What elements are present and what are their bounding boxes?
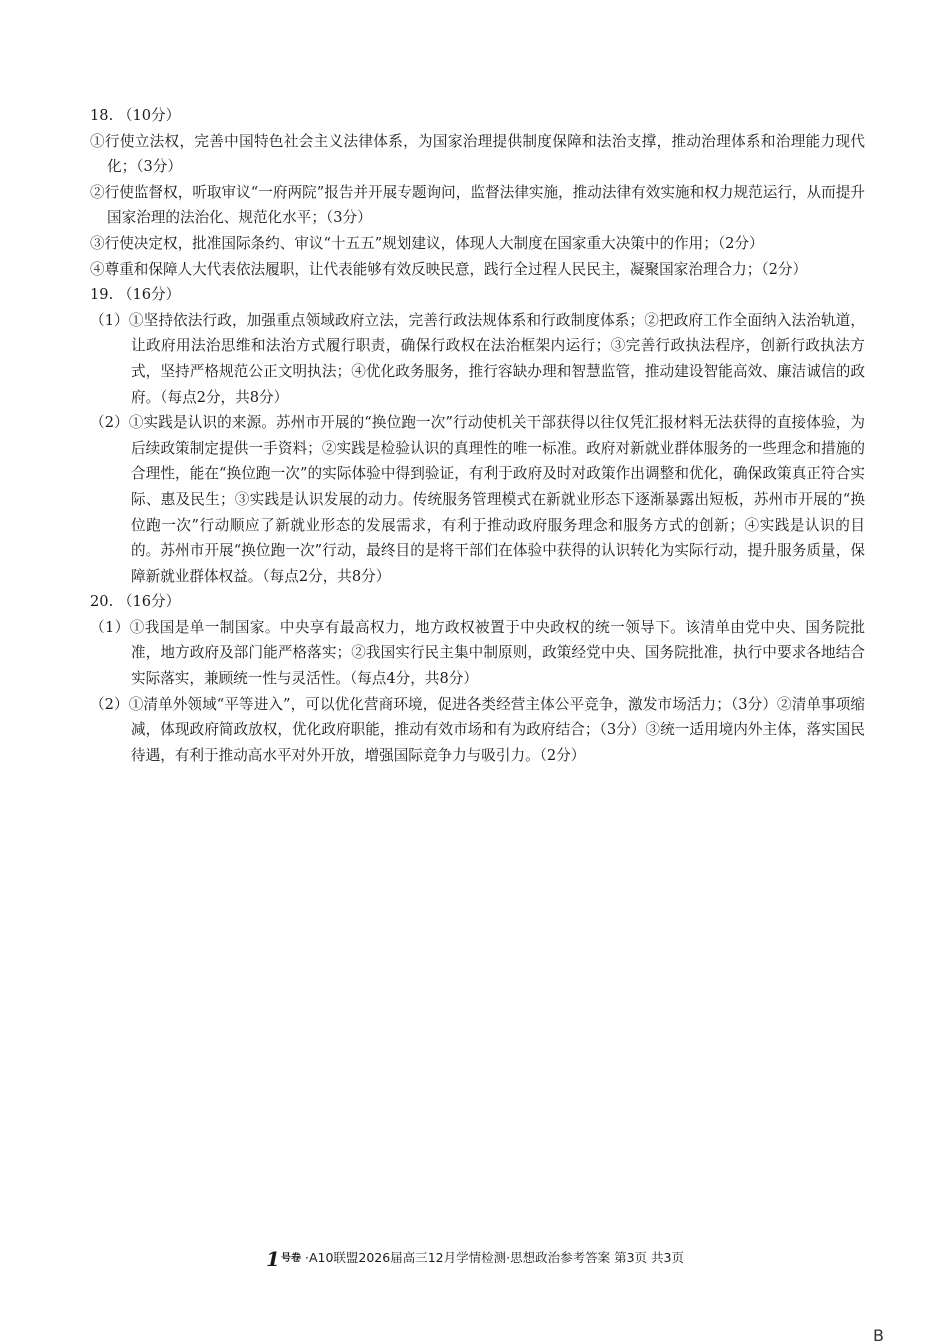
question-20-heading: 20. （16分） [90, 593, 181, 611]
logo-text: 号卷 [280, 1252, 301, 1264]
question-20-part-2: （2）①清单外领域“平等进入”，可以优化营商环境，促进各类经营主体公平竞争，激发市场活力；（3分）②清单事项缩减，体现政府简政放权，优化政府职能，推动有效市场和有为政府结合；（3分）③统一适用境内外主体，落实国民待遇，有利于推动高水平对外开放，增强国际竞争力与吸引力。（2分） [90, 695, 865, 764]
question-18-point-4: ④尊重和保障人大代表依法履职，让代表能够有效反映民意，践行全过程人民民主，凝聚国家治理合力；（2分） [90, 260, 808, 278]
question-18-point-1: ①行使立法权，完善中国特色社会主义法律体系，为国家治理提供制度保障和法治支撑，推动治理体系和治理能力现代化；（3分） [90, 132, 865, 176]
question-19-heading: 19. （16分） [90, 286, 181, 304]
logo-mark: 1 [266, 1246, 280, 1271]
page-corner-mark: B [873, 1328, 884, 1344]
footer-text: ·A10联盟2026届高三12月学情检测·思想政治参考答案 第3页 共3页 [304, 1250, 684, 1265]
publisher-logo [266, 1248, 301, 1269]
question-19-part-2: （2）①实践是认识的来源。苏州市开展的“换位跑一次”行动使机关干部获得以往仅凭汇报材料无法获得的直接体验，为后续政策制定提供一手资料；②实践是检验认识的真理性的唯一标准。政府对新就业群体服务的一些理念和措施的合理性，能在“换位跑一次”的实际体验中得到验证，有利于政府及时对政策作出调整和优化，确保政策真正符合实际、惠及民生；③实践是认识发展的动力。传统服务管理模式在新就业形态下逐渐暴露出短板，苏州市开展的“换位跑一次”行动顺应了新就业形态的发展需求，有利于推动政府服务理念和服务方式的创新；④实践是认识的目的。苏州市开展“换位跑一次”行动，最终目的是将干部们在体验中获得的认识转化为实际行动，提升服务质量，保障新就业群体权益。（每点2分，共8分） [90, 414, 865, 585]
question-18-point-2: ②行使监督权，听取审议“一府两院”报告并开展专题询问，监督法律实施，推动法律有效实施和权力规范运行，从而提升国家治理的法治化、规范化水平；（3分） [90, 183, 865, 227]
question-18-point-3: ③行使决定权，批准国际条约、审议“十五五”规划建议，体现人大制度在国家重大决策中的作用；（2分） [90, 234, 764, 252]
question-19-part-1: （1）①坚持依法行政，加强重点领域政府立法，完善行政法规体系和行政制度体系；②把政府工作全面纳入法治轨道，让政府用法治思维和法治方式履行职责，确保行政权在法治框架内运行；③完善行政执法程序，创新行政执法方式，坚持严格规范公正文明执法；④优化政务服务，推行容缺办理和智慧监管，推动建设智能高效、廉洁诚信的政府。（每点2分，共8分） [90, 311, 865, 406]
question-20-part-1: （1）①我国是单一制国家。中央享有最高权力，地方政权被置于中央政权的统一领导下。该清单由党中央、国务院批准，地方政府及部门能严格落实；②我国实行民主集中制原则，政策经党中央、国务院批准，执行中要求各地结合实际落实，兼顾统一性与灵活性。（每点4分，共8分） [90, 618, 865, 688]
answer-content [90, 103, 865, 768]
page-footer [0, 1248, 950, 1269]
question-18-heading: 18. （10分） [90, 107, 181, 124]
